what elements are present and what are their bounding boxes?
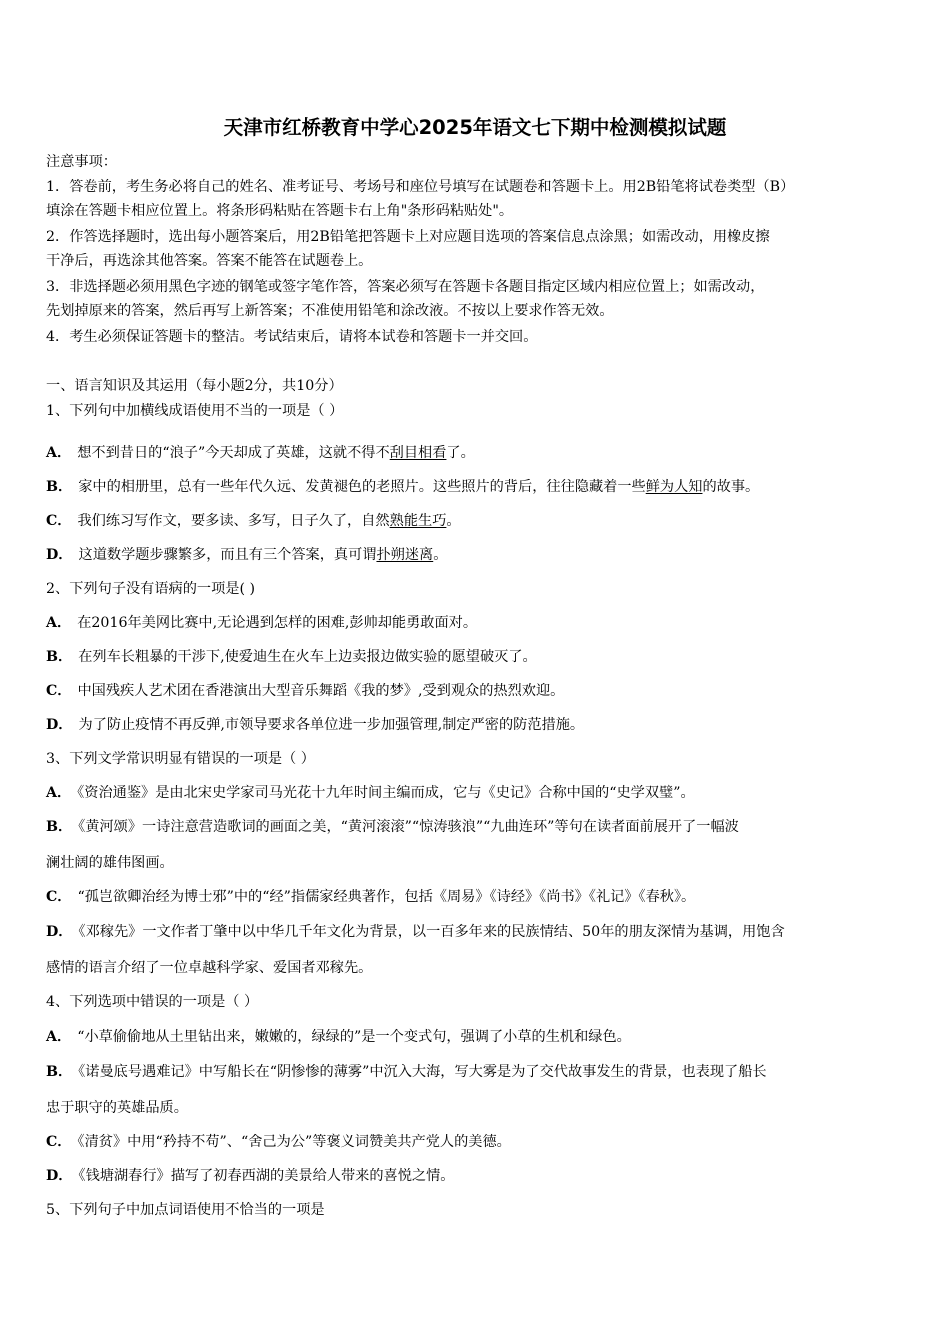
notice-line: 填涂在答题卡相应位置上。将条形码粘贴在答题卡右上角"条形码粘贴处"。	[46, 203, 514, 219]
option-text: 《钱塘湖春行》描写了初春西湖的美景给人带来的喜悦之情。	[78, 1168, 455, 1184]
option-text: 《邓稼先》一文作者丁肇中以中华几千年文化为背景，以一百多年来的民族情结、50年的朋友深情为基调，用饱含	[78, 924, 785, 940]
option-a	[46, 1027, 631, 1047]
option-a	[46, 613, 477, 633]
option-text: 这道数学题步骤繁多，而且有三个答案，真可谓	[78, 547, 377, 563]
option-a	[46, 443, 475, 463]
notice-line: 1．答卷前，考生务必将自己的姓名、准考证号、考场号和座位号填写在试题卷和答题卡上。用2B铅笔将试卷类型（B）	[46, 179, 795, 195]
option-c	[46, 511, 461, 531]
option-continuation: 感情的语言介绍了一位卓越科学家、爱国者邓稼先。	[46, 960, 373, 976]
option-text: 了。	[446, 445, 475, 461]
option-text: 我们练习写作文，要多读、多写，日子久了，自然	[77, 513, 390, 529]
option-letter: C．	[46, 683, 72, 699]
option-d	[46, 715, 584, 735]
option-letter: B．	[46, 1064, 73, 1080]
option-letter: A．	[46, 445, 72, 461]
option-text: 想不到昔日的“浪子”今天却成了英雄，这就不得不	[77, 445, 390, 461]
notice-line: 2．作答选择题时，选出每小题答案后，用2B铅笔把答题卡上对应题目选项的答案信息点涂黑；如需改动，用橡皮擦	[46, 229, 770, 245]
option-text: 。	[446, 513, 461, 529]
option-text: 《清贫》中用“矜持不苟”、“舍己为公”等褒义词赞美共产党人的美德。	[77, 1134, 511, 1150]
underlined-idiom: 鲜为人知	[645, 479, 703, 495]
option-d	[46, 545, 447, 565]
question-stem: 5、下列句子中加点词语使用不恰当的一项是	[46, 1202, 325, 1218]
option-b	[46, 817, 739, 837]
option-text: “孤岂欲卿治经为博士邪”中的“经”指儒家经典著作，包括《周易》《诗经》《尚书》《礼记》《春秋》。	[77, 889, 696, 905]
question-stem: 1、下列句中加横线成语使用不当的一项是（ ）	[46, 403, 344, 419]
option-d	[46, 922, 785, 942]
option-letter: D．	[46, 924, 73, 940]
option-text: 。	[433, 547, 448, 563]
notice-line: 先划掉原来的答案，然后再写上新答案；不准使用铅笔和涂改液。不按以上要求作答无效。	[46, 303, 614, 319]
option-letter: D．	[46, 717, 73, 733]
option-text: “小草偷偷地从土里钻出来，嫩嫩的，绿绿的”是一个变式句，强调了小草的生机和绿色。	[77, 1029, 631, 1045]
option-text: 《黄河颂》一诗注意营造歌词的画面之美，“黄河滚滚”“惊涛骇浪”“九曲连环”等句在读者面前展开了一幅波	[78, 819, 739, 835]
option-a	[46, 783, 695, 803]
notice-line: 3．非选择题必须用黑色字迹的钢笔或签字笔作答，答案必须写在答题卡各题目指定区域内相应位置上；如需改动，	[46, 279, 765, 295]
option-letter: B．	[46, 479, 73, 495]
option-c	[46, 887, 695, 907]
option-text: 《资治通鉴》是由北宋史学家司马光花十九年时间主编而成，它与《史记》合称中国的“史学双璧”。	[77, 785, 695, 801]
notice-line: 干净后，再选涂其他答案。答案不能答在试题卷上。	[46, 253, 373, 269]
option-text: 在2016年美网比赛中,无论遇到怎样的困难,彭帅却能勇敢面对。	[77, 615, 478, 631]
option-text: 家中的相册里，总有一些年代久远、发黄褪色的老照片。这些照片的背后，往往隐藏着一些	[78, 479, 646, 495]
option-letter: A．	[46, 785, 72, 801]
underlined-idiom: 熟能生巧	[389, 513, 447, 529]
option-b	[46, 647, 537, 667]
option-text: 在列车长粗暴的干涉下,使爱迪生在火车上边卖报边做实验的愿望破灭了。	[78, 649, 537, 665]
option-b	[46, 1062, 767, 1082]
option-letter: D．	[46, 547, 73, 563]
option-text: 的故事。	[702, 479, 760, 495]
underlined-idiom: 刮目相看	[389, 445, 447, 461]
option-letter: C．	[46, 513, 72, 529]
option-letter: D．	[46, 1168, 73, 1184]
underlined-idiom: 扑朔迷离	[376, 547, 434, 563]
option-text: 《诺曼底号遇难记》中写船长在“阴惨惨的薄雾”中沉入大海，写大雾是为了交代故事发生的背景，也表现了船长	[78, 1064, 767, 1080]
option-letter: A．	[46, 1029, 72, 1045]
option-c	[46, 1132, 511, 1152]
option-text: 为了防止疫情不再反弹,市领导要求各单位进一步加强管理,制定严密的防范措施。	[78, 717, 585, 733]
option-letter: A．	[46, 615, 72, 631]
notice-line: 4．考生必须保证答题卡的整洁。考试结束后，请将本试卷和答题卡一并交回。	[46, 329, 538, 345]
option-letter: C．	[46, 1134, 72, 1150]
option-text: 中国残疾人艺术团在香港演出大型音乐舞蹈《我的梦》,受到观众的热烈欢迎。	[77, 683, 565, 699]
option-c	[46, 681, 564, 701]
option-d	[46, 1166, 454, 1186]
section-heading: 一、语言知识及其运用（每小题2分，共10分）	[46, 378, 343, 394]
notice-heading: 注意事项：	[46, 154, 117, 170]
question-stem: 2、下列句子没有语病的一项是( )	[46, 581, 256, 597]
option-letter: B．	[46, 819, 73, 835]
option-continuation: 忠于职守的英雄品质。	[46, 1100, 188, 1116]
option-continuation: 澜壮阔的雄伟图画。	[46, 855, 174, 871]
option-letter: C．	[46, 889, 72, 905]
page-title: 天津市红桥教育中学心2025年语文七下期中检测模拟试题	[223, 116, 727, 139]
question-stem: 4、下列选项中错误的一项是（ ）	[46, 994, 259, 1010]
option-letter: B．	[46, 649, 73, 665]
option-b	[46, 477, 759, 497]
question-stem: 3、下列文学常识明显有错误的一项是（ ）	[46, 751, 315, 767]
